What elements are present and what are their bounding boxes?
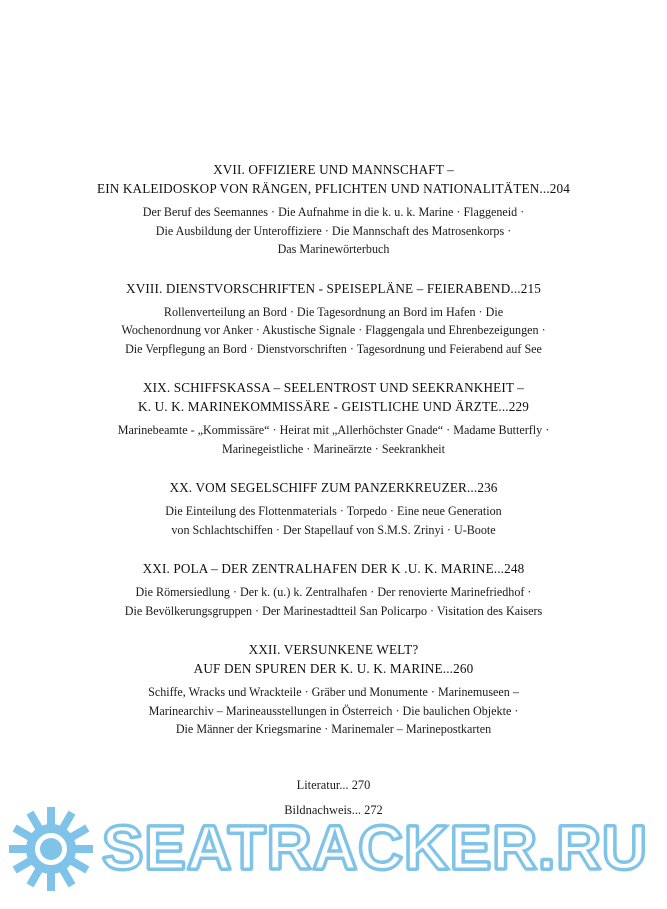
toc-entry-title xyxy=(70,478,597,497)
table-of-contents xyxy=(70,160,597,823)
toc-entry xyxy=(70,640,597,739)
toc-sub-line: Die Bevölkerungsgruppen · Der Marinestadtteil San Policarpo · Visitation des Kaisers xyxy=(124,603,543,618)
toc-entry-title xyxy=(70,378,597,416)
watermark-text: SEATRACKER.RU xyxy=(102,814,648,883)
toc-sub-line: Marinegeistliche · Marineärzte · Seekrankheit xyxy=(222,441,445,456)
toc-entry xyxy=(70,478,597,539)
toc-sub-line: Schiffe, Wracks und Wrackteile · Gräber und Monumente · Marinemuseen – xyxy=(148,685,519,699)
toc-entry-subtitle xyxy=(70,421,597,458)
toc-entry xyxy=(70,378,597,458)
toc-sub-line: von Schlachtschiffen · Der Stapellauf von S.M.S. Zrinyi · U-Boote xyxy=(171,522,496,537)
toc-sub-line: Die Ausbildung der Unteroffiziere · Die Mannschaft des Matrosenkorps · xyxy=(155,223,512,238)
toc-sub-line: Marinearchiv – Marineausstellungen in Österreich · Die baulichen Objekte · xyxy=(148,703,519,718)
toc-backmatter-line: Literatur... 270 xyxy=(296,777,371,792)
toc-entry-title xyxy=(70,160,597,198)
toc-entry-subtitle xyxy=(70,583,597,620)
toc-entry xyxy=(70,160,597,259)
toc-entry xyxy=(70,279,597,359)
toc-sub-line: Die Römersiedlung · Der k. (u.) k. Zentralhafen · Der renovierte Marinefriedhof · xyxy=(135,585,532,599)
sun-icon xyxy=(8,806,94,892)
toc-sub-line: Rollenverteilung an Bord · Die Tagesordnung an Bord im Hafen · Die xyxy=(163,304,504,319)
toc-sub-line: Die Einteilung des Flottenmaterials · Torpedo · Eine neue Generation xyxy=(165,504,502,518)
toc-title-line: XX. VOM SEGELSCHIFF ZUM PANZERKREUZER...236 xyxy=(169,480,498,495)
toc-sub-line: Das Marinewörterbuch xyxy=(277,242,390,256)
toc-title-line: K. U. K. MARINEKOMMISSÄRE - GEISTLICHE UND ÄRZTE...229 xyxy=(138,399,529,414)
toc-title-line: XVIII. DIENSTVORSCHRIFTEN - SPEISEPLÄNE – FEIERABEND...215 xyxy=(126,280,541,296)
toc-title-line: XXII. VERSUNKENE WELT? xyxy=(248,642,419,657)
toc-entry-title xyxy=(70,640,597,678)
toc-title-line: XXI. POLA – DER ZENTRALHAFEN DER K .U. K. MARINE...248 xyxy=(142,561,525,576)
watermark xyxy=(8,801,659,897)
toc-sub-line: Der Beruf des Seemannes · Die Aufnahme in die k. u. k. Marine · Flaggeneid · xyxy=(142,205,525,219)
toc-title-line: XVII. OFFIZIERE UND MANNSCHAFT – xyxy=(213,162,454,177)
toc-sub-line: Wochenordnung vor Anker · Akustische Signale · Flaggengala und Ehrenbezeigungen · xyxy=(121,323,546,337)
toc-title-line: AUF DEN SPUREN DER K. U. K. MARINE...260 xyxy=(193,661,474,676)
toc-title-line: XIX. SCHIFFSKASSA – SEELENTROST UND SEEKRANKHEIT – xyxy=(142,380,525,395)
toc-sub-line: Die Männer der Kriegsmarine · Marinemaler – Marinepostkarten xyxy=(175,722,492,736)
toc-sub-line: Die Verpflegung an Bord · Dienstvorschriften · Tagesordnung und Feierabend auf See xyxy=(125,341,542,356)
toc-title-line: EIN KALEIDOSKOP VON RÄNGEN, PFLICHTEN UND NATIONALITÄTEN...204 xyxy=(96,181,571,196)
toc-entry-title xyxy=(70,279,597,298)
toc-entry xyxy=(70,559,597,620)
toc-entry-subtitle xyxy=(70,303,597,359)
toc-entry-subtitle xyxy=(70,683,597,739)
toc-entry-subtitle xyxy=(70,203,597,259)
toc-entry-subtitle xyxy=(70,502,597,539)
toc-backmatter-line: Bildnachweis... 272 xyxy=(284,802,383,817)
toc-entry-title xyxy=(70,559,597,578)
toc-sub-line: Marinebeamte - „Kommissäre“ · Heirat mit „Allerhöchster Gnade“ · Madame Butterfly · xyxy=(117,423,550,437)
